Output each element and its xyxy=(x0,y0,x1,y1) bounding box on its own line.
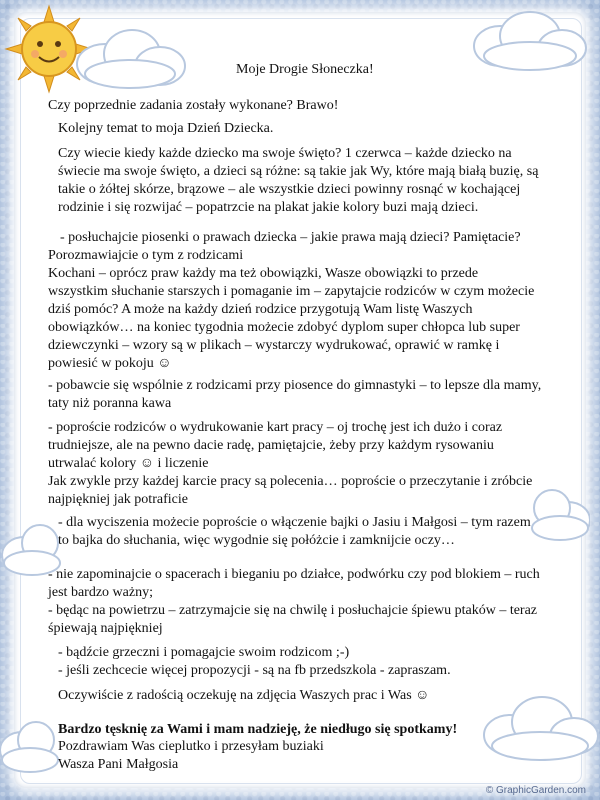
text-line: jest bardzo ważny; xyxy=(48,585,153,600)
text-line: Czy wiecie kiedy każde dziecko ma swoje święto? 1 czerwca – każde dziecko na xyxy=(58,146,512,161)
text-line: świecie ma swoje święto, a dzieci są różne: są takie jak Wy, które mają białą buzię, są xyxy=(58,164,539,179)
text-line: - dla wyciszenia możecie poproście o włączenie bajki o Jasiu i Małgosi – tym razem xyxy=(58,515,531,530)
text-line: obowiązków… na koniec tygodnia możecie zdobyć dyplom super chłopca lub super xyxy=(48,320,520,335)
text-line: Pozdrawiam Was cieplutko i przesyłam buziaki xyxy=(58,739,324,754)
text-line: Czy poprzednie zadania zostały wykonane? Brawo! xyxy=(48,98,339,113)
text-line: - bądźcie grzeczni i pomagajcie swoim rodzicom ;-) xyxy=(58,645,350,660)
signature-line: Wasza Pani Małgosia xyxy=(58,757,179,772)
text-line: rodzinie i się rozwijać – popatrzcie na plakat jakie kolory buzi mają dzieci. xyxy=(58,200,479,215)
text-line: to bajka do słuchania, więc wygodnie się połóżcie i zamknijcie oczy… xyxy=(58,533,455,548)
text-line: Kolejny temat to moja Dzień Dziecka. xyxy=(58,121,274,136)
text-line: taty niż poranna kawa xyxy=(48,396,172,411)
closing-bold-line: Bardzo tęsknię za Wami i mam nadzieję, że niedługo się spotkamy! xyxy=(58,722,458,737)
text-line: powiesić w pokoju ☺ xyxy=(48,356,172,371)
text-line: - jeśli zechcecie więcej propozycji - są na fb przedszkola - zapraszam. xyxy=(58,663,451,678)
text-line: Jak zwykle przy każdej karcie pracy są polecenia… poproście o przeczytanie i zróbcie xyxy=(48,474,533,489)
text-line: wszystkim słuchanie starszych i pomaganie im – zapytajcie rodziców w czym możecie xyxy=(48,284,535,299)
text-line: utrwalać kolory ☺ i liczenie xyxy=(48,456,209,471)
text-line: śpiewają najpiękniej xyxy=(48,621,163,636)
text-line: najpiękniej jak potraficie xyxy=(48,492,188,507)
text-line: Porozmawiajcie o tym z rodzicami xyxy=(48,248,244,263)
cloud-icon xyxy=(530,480,590,550)
text-line: dziewczynki – wzory są w plikach – wystarczy wydrukować, oprawić w ramkę i xyxy=(48,338,500,353)
text-line: takie o żółtej skórze, brązowe – ale wszystkie dzieci powinny rosnąć w kochającej xyxy=(58,182,521,197)
letter-title: Moje Drogie Słoneczka! xyxy=(236,62,374,77)
text-line: - posłuchajcie piosenki o prawach dziecka – jakie prawa mają dzieci? Pamiętacie? xyxy=(60,230,521,245)
text-line: - poproście rodziców o wydrukowanie kart pracy – oj trochę jest ich dużo i coraz xyxy=(48,420,503,435)
cloud-icon xyxy=(480,690,600,765)
text-line: Oczywiście z radością oczekuję na zdjęcia Waszych prac i Was ☺ xyxy=(58,688,430,703)
watermark: © GraphicGarden.com xyxy=(485,785,586,796)
text-line: trudniejsze, ale na pewno dacie radę, pamiętajcie, żeby przy każdym rysowaniu xyxy=(48,438,494,453)
cloud-icon xyxy=(470,6,590,76)
text-line: dziś pomóc? A może na każdy dzień rodzice przygotują Wam listę Waszych xyxy=(48,302,473,317)
cloud-icon xyxy=(0,710,60,780)
cloud-icon xyxy=(70,22,190,92)
text-line: - pobawcie się wspólnie z rodzicami przy piosence do gimnastyki – to lepsze dla mamy, xyxy=(48,378,542,393)
text-line: - będąc na powietrzu – zatrzymajcie się na chwilę i posłuchajcie śpiewu ptaków – teraz xyxy=(48,603,538,618)
text-line: Kochani – oprócz praw każdy ma też obowiązki, Wasze obowiązki to przede xyxy=(48,266,479,281)
text-line: - nie zapominajcie o spacerach i bieganiu po działce, podwórku czy pod blokiem – ruch xyxy=(48,567,540,582)
